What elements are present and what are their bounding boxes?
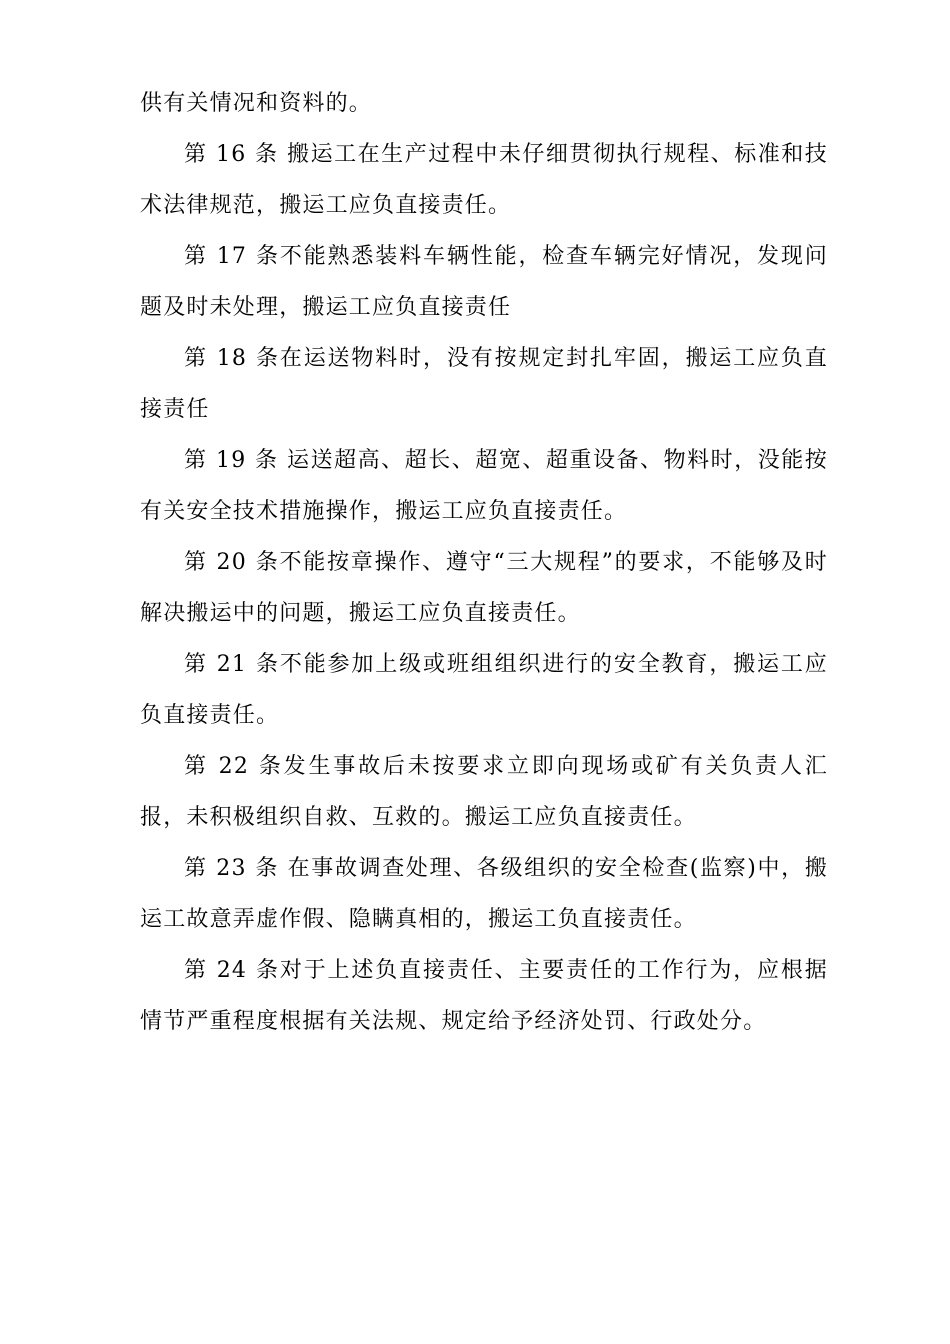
article-21: 第 21 条不能参加上级或班组组织进行的安全教育，搬运工应负直接责任。 (140, 652, 828, 728)
paragraph-continuation: 供有关情况和资料的。 (140, 91, 373, 116)
article-23: 第 23 条 在事故调查处理、各级组织的安全检查(监察)中，搬运工故意弄虚作假、隐瞒真相的，搬运工负直接责任。 (140, 856, 828, 932)
article-18: 第 18 条在运送物料时，没有按规定封扎牢固，搬运工应负直接责任 (140, 346, 828, 422)
article-20: 第 20 条不能按章操作、遵守“三大规程”的要求，不能够及时解决搬运中的问题，搬运工应负直接责任。 (140, 550, 828, 626)
article-16: 第 16 条 搬运工在生产过程中未仔细贯彻执行规程、标准和技术法律规范，搬运工应负直接责任。 (140, 142, 828, 218)
article-22: 第 22 条发生事故后未按要求立即向现场或矿有关负责人汇报，未积极组织自救、互救的。搬运工应负直接责任。 (140, 754, 828, 830)
article-17: 第 17 条不能熟悉装料车辆性能，检查车辆完好情况，发现问题及时未处理，搬运工应负直接责任 (140, 244, 828, 320)
article-19: 第 19 条 运送超高、超长、超宽、超重设备、物料时，没能按有关安全技术措施操作，搬运工应负直接责任。 (140, 448, 828, 524)
document-body (140, 78, 828, 1047)
article-24: 第 24 条对于上述负直接责任、主要责任的工作行为，应根据情节严重程度根据有关法规、规定给予经济处罚、行政处分。 (140, 958, 828, 1034)
